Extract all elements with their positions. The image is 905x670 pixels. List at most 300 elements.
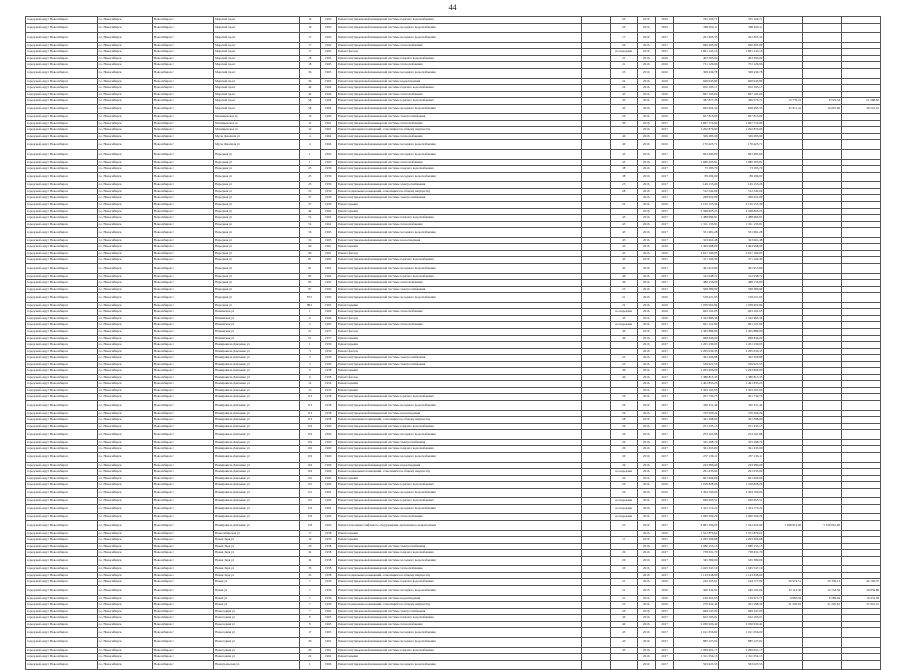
district-cell: г.о. Новосибирск	[97, 133, 152, 140]
end-year-cell: 2017	[655, 462, 673, 469]
wear-percent-cell: 21	[610, 595, 637, 602]
settlement-cell: Новосибирск г	[152, 263, 213, 273]
municipality-cell: городской округ Новосибирск	[26, 475, 98, 482]
total-cost-cell: 1 861 145,16	[674, 49, 719, 56]
table-row	[26, 628, 881, 638]
commissioning-year-cell: 1959	[320, 348, 336, 355]
house-number-cell: 44	[300, 91, 320, 98]
street-cell: Новая Заря ул	[214, 572, 300, 579]
street-cell: Немировича-Данченко ул	[214, 361, 300, 368]
work-type-cell: Ремонт внутридомовой инженерной системы холодного водоснабжения	[336, 556, 581, 566]
municipality-cell: городской округ Новосибирск	[26, 439, 98, 446]
wear-percent-cell: 40	[610, 133, 637, 140]
municipality-cell: городской округ Новосибирск	[26, 348, 98, 355]
settlement-cell: Новосибирск г	[152, 182, 213, 189]
wear-percent-cell: 20	[610, 439, 637, 446]
district-cell: г.о. Новосибирск	[97, 504, 152, 514]
district-cell: г.о. Новосибирск	[97, 368, 152, 375]
wear-percent-cell: 20	[610, 556, 637, 566]
end-year-cell: 2017	[655, 654, 673, 661]
street-cell: Немировича-Данченко ул	[214, 423, 300, 430]
owner-funds-cell: 249 103,04	[719, 586, 764, 596]
owner-funds-cell: 969 547,00	[719, 608, 764, 615]
municipality-cell: городской округ Новосибирск	[26, 133, 98, 140]
district-cell: г.о. Новосибирск	[97, 98, 152, 105]
settlement-cell: Новосибирск г	[152, 586, 213, 596]
start-year-cell: 2016	[637, 654, 655, 661]
house-number-cell: 119	[300, 430, 320, 440]
district-cell: г.о. Новосибирск	[97, 530, 152, 537]
owner-funds-cell: 371 160,39	[719, 257, 764, 264]
street-cell: Немировича-Данченко ул	[214, 417, 300, 424]
street-cell: Народная ул	[214, 159, 300, 166]
work-type-cell: Ремонт внутридомовой инженерной системы водоотведения	[336, 410, 581, 417]
district-cell: г.о. Новосибирск	[97, 556, 152, 566]
municipality-cell: городской округ Новосибирск	[26, 504, 98, 514]
street-cell: Народная ул	[214, 293, 300, 303]
end-year-cell: 2017	[655, 150, 673, 160]
owner-funds-cell: 1 039 902,84	[719, 302, 764, 309]
start-year-cell: 2016	[637, 572, 655, 579]
municipality-cell: городской округ Новосибирск	[26, 469, 98, 476]
wear-percent-cell: 20	[610, 17, 637, 24]
start-year-cell: 2016	[637, 33, 655, 43]
street-cell: Немировича-Данченко ул	[214, 488, 300, 498]
total-cost-cell: 693 191,05	[674, 309, 719, 316]
commissioning-year-cell: 1963	[320, 23, 336, 33]
commissioning-year-cell: 1963	[320, 621, 336, 628]
end-year-cell: 2017	[655, 42, 673, 49]
work-type-cell: Ремонт подвальных помещений, относящихся к общему имуществу	[336, 188, 581, 195]
commissioning-year-cell: 1963	[320, 62, 336, 69]
owner-funds-cell: 1 323 172,22	[719, 504, 764, 514]
owner-funds-cell: 403 393,00	[719, 55, 764, 62]
work-type-cell: Ремонт внутридомовой инженерной системы горячего водоснабжения	[336, 215, 581, 222]
district-cell: г.о. Новосибирск	[97, 114, 152, 121]
end-year-cell: 2017	[655, 446, 673, 453]
total-cost-cell: 1 494 998,90	[674, 244, 719, 251]
house-number-cell: 1	[300, 342, 320, 349]
municipal-funds-cell	[803, 488, 842, 498]
house-number-cell: 44	[300, 85, 320, 92]
end-year-cell: 2017	[655, 647, 673, 654]
end-year-cell: 2017	[655, 401, 673, 411]
street-cell: Немировича-Данченко ул	[214, 482, 300, 489]
owner-funds-cell: 244 177,99	[719, 579, 764, 586]
total-cost-cell: 371 160,39	[674, 257, 719, 264]
owner-funds-cell: 628 485,33	[719, 104, 764, 114]
work-type-cell: Ремонт внутридомовой инженерной системы теплоснабжения	[336, 133, 581, 140]
start-year-cell: 2016	[637, 42, 655, 49]
end-year-cell: 2017	[655, 33, 673, 43]
start-year-cell: 2016	[637, 361, 655, 368]
district-cell: г.о. Новосибирск	[97, 595, 152, 602]
total-cost-cell: 1 201 230,03	[674, 342, 719, 349]
street-cell: Морской пр-кт	[214, 85, 300, 92]
wear-percent-cell: по переданн	[610, 49, 637, 56]
street-cell: Морской пр-кт	[214, 98, 300, 105]
total-cost-cell: 940 065,51	[674, 498, 719, 505]
other-funds-cell	[842, 430, 881, 440]
house-number-cell: 119	[300, 423, 320, 430]
commissioning-year-cell: 1960	[320, 309, 336, 316]
end-year-cell: 2016	[655, 133, 673, 140]
district-cell: г.о. Новосибирск	[97, 322, 152, 329]
district-cell: г.о. Новосибирск	[97, 221, 152, 228]
start-year-cell: 2016	[637, 62, 655, 69]
total-cost-cell: 312 948,72	[674, 273, 719, 280]
district-cell: г.о. Новосибирск	[97, 85, 152, 92]
district-cell: г.о. Новосибирск	[97, 237, 152, 244]
house-number-cell: 35	[300, 566, 320, 573]
settlement-cell: Новосибирск г	[152, 23, 213, 33]
total-cost-cell: 387 877,33	[674, 98, 719, 105]
settlement-cell: Новосибирск г	[152, 49, 213, 56]
commissioning-year-cell: 1954	[320, 381, 336, 388]
total-cost-cell: 1 311 133,81	[674, 221, 719, 228]
end-year-cell: 2017	[655, 475, 673, 482]
start-year-cell: 2016	[637, 381, 655, 388]
street-cell: Немировича-Данченко ул	[214, 520, 300, 530]
street-cell: Народная ул	[214, 208, 300, 215]
regional-funds-cell	[764, 628, 803, 638]
start-year-cell: 2016	[637, 309, 655, 316]
start-year-cell: 2016	[637, 257, 655, 264]
municipality-cell: городской округ Новосибирск	[26, 452, 98, 462]
work-type-cell: Ремонт внутридомовой инженерной системы горячего водоснабжения	[336, 498, 581, 505]
regional-funds-cell: 12 779,31	[764, 98, 803, 105]
start-year-cell: 2016	[637, 133, 655, 140]
end-year-cell: 2017	[655, 221, 673, 228]
work-type-cell: Ремонт внутридомовой инженерной системы холодного водоснабжения	[336, 637, 581, 647]
regional-funds-cell: 22 116,30	[764, 586, 803, 596]
settlement-cell: Новосибирск г	[152, 202, 213, 209]
end-year-cell: 2016	[655, 23, 673, 33]
municipality-cell: городской округ Новосибирск	[26, 342, 98, 349]
street-cell: Немировича-Данченко ул	[214, 469, 300, 476]
district-cell: г.о. Новосибирск	[97, 439, 152, 446]
settlement-cell: Новосибирск г	[152, 361, 213, 368]
unit-cell	[582, 556, 611, 566]
work-type-cell: Ремонт внутридомовой инженерной системы горячего водоснабжения	[336, 615, 581, 622]
commissioning-year-cell: 1960	[320, 446, 336, 453]
owner-funds-cell: 323 661,48	[719, 237, 764, 244]
house-number-cell: 17	[300, 42, 320, 49]
commissioning-year-cell: 1960	[320, 439, 336, 446]
street-cell: Немировича-Данченко ул	[214, 394, 300, 401]
house-number-cell: 3	[300, 348, 320, 355]
commissioning-year-cell: 1962	[320, 514, 336, 521]
municipality-cell: городской округ Новосибирск	[26, 381, 98, 388]
street-cell: Народная ул	[214, 202, 300, 209]
total-cost-cell: 1 045 547,10	[674, 566, 719, 573]
page-number: 44	[448, 3, 457, 12]
total-cost-cell: 765 160,71	[674, 17, 719, 24]
settlement-cell: Новосибирск г	[152, 221, 213, 228]
end-year-cell: 2017	[655, 257, 673, 264]
district-cell: г.о. Новосибирск	[97, 166, 152, 173]
wear-percent-cell: по переданн	[610, 504, 637, 514]
end-year-cell: 2017	[655, 423, 673, 430]
end-year-cell: 2017	[655, 381, 673, 388]
other-funds-cell	[842, 628, 881, 638]
district-cell: г.о. Новосибирск	[97, 579, 152, 586]
start-year-cell: 2016	[637, 328, 655, 335]
end-year-cell: 2016	[655, 579, 673, 586]
house-number-cell: 22	[300, 654, 320, 661]
regional-funds-cell	[764, 660, 803, 670]
district-cell: г.о. Новосибирск	[97, 572, 152, 579]
house-number-cell: 8	[300, 621, 320, 628]
end-year-cell: 2017	[655, 417, 673, 424]
work-type-cell: Ремонт фасада	[336, 315, 581, 322]
settlement-cell: Новосибирск г	[152, 159, 213, 166]
work-type-cell: Ремонт внутридомовой инженерной системы электроснабжения	[336, 182, 581, 189]
owner-funds-cell: 366 576,71	[719, 98, 764, 105]
commissioning-year-cell: 1963	[320, 68, 336, 78]
street-cell: Мочищенское ш	[214, 127, 300, 134]
house-number-cell: 19	[300, 537, 320, 544]
work-type-cell: Ремонт крыши	[336, 202, 581, 209]
house-number-cell: 18	[300, 55, 320, 62]
municipal-funds-cell: 21 205,81	[803, 602, 842, 609]
municipality-cell: городской округ Новосибирск	[26, 430, 98, 440]
regional-funds-cell	[764, 430, 803, 440]
table-row	[26, 637, 881, 647]
settlement-cell: Новосибирск г	[152, 660, 213, 670]
street-cell: Народная ул	[214, 273, 300, 280]
owner-funds-cell: 601 121,99	[719, 322, 764, 329]
wear-percent-cell: 38	[610, 172, 637, 182]
district-cell: г.о. Новосибирск	[97, 647, 152, 654]
start-year-cell: 2016	[637, 608, 655, 615]
municipality-cell: городской округ Новосибирск	[26, 17, 98, 24]
settlement-cell: Новосибирск г	[152, 628, 213, 638]
other-funds-cell	[842, 68, 881, 78]
owner-funds-cell: 345 380,00	[719, 556, 764, 566]
settlement-cell: Новосибирск г	[152, 550, 213, 557]
district-cell: г.о. Новосибирск	[97, 602, 152, 609]
work-type-cell: Ремонт внутридомовой инженерной системы горячего водоснабжения	[336, 446, 581, 453]
house-number-cell: 56	[300, 228, 320, 238]
commissioning-year-cell: 1957	[320, 328, 336, 335]
start-year-cell: 2016	[637, 85, 655, 92]
wear-percent-cell: 21	[610, 586, 637, 596]
start-year-cell: 2016	[637, 237, 655, 244]
start-year-cell: 2016	[637, 322, 655, 329]
total-cost-cell: 1 611 056,00	[674, 628, 719, 638]
house-number-cell: 7	[300, 586, 320, 596]
settlement-cell: Новосибирск г	[152, 188, 213, 195]
wear-percent-cell: 17	[610, 33, 637, 43]
settlement-cell: Новосибирск г	[152, 237, 213, 244]
street-cell: Немировича-Данченко ул	[214, 368, 300, 375]
street-cell: Немировича-Данченко ул	[214, 452, 300, 462]
end-year-cell: 2017	[655, 637, 673, 647]
owner-funds-cell: 960 495,00	[719, 42, 764, 49]
commissioning-year-cell: 1964	[320, 98, 336, 105]
other-funds-cell	[842, 401, 881, 411]
work-type-cell: Ремонт внутридомовой инженерной системы холодного водоснабжения	[336, 401, 581, 411]
district-cell: г.о. Новосибирск	[97, 273, 152, 280]
work-type-cell: Ремонт фасада	[336, 328, 581, 335]
street-cell: Немировича-Данченко ул	[214, 430, 300, 440]
work-type-cell: Ремонт внутридомовой инженерной системы электроснабжения	[336, 543, 581, 550]
owner-funds-cell: 308 436,78	[719, 68, 764, 78]
wear-percent-cell: 45	[610, 221, 637, 228]
street-cell: Народная ул	[214, 172, 300, 182]
total-cost-cell: 254 161,88	[674, 430, 719, 440]
end-year-cell: 2017	[655, 127, 673, 134]
wear-percent-cell: 45	[610, 150, 637, 160]
end-year-cell: 2016	[655, 250, 673, 257]
municipality-cell: городской округ Новосибирск	[26, 537, 98, 544]
commissioning-year-cell: 1960	[320, 452, 336, 462]
municipal-funds-cell	[803, 150, 842, 160]
start-year-cell: 2016	[637, 342, 655, 349]
house-number-cell: 36	[300, 78, 320, 85]
municipality-cell: городской округ Новосибирск	[26, 42, 98, 49]
work-type-cell: Ремонт внутридомовой инженерной системы водоотведения	[336, 237, 581, 244]
total-cost-cell: 1 401 833,25	[674, 381, 719, 388]
wear-percent-cell: 46	[610, 621, 637, 628]
total-cost-cell: 329 283,90	[674, 133, 719, 140]
end-year-cell: 2016	[655, 309, 673, 316]
settlement-cell: Новосибирск г	[152, 401, 213, 411]
commissioning-year-cell: 1958	[320, 543, 336, 550]
house-number-cell: 58	[300, 98, 320, 105]
street-cell: Новая ул	[214, 579, 300, 586]
total-cost-cell: 2 096 569,29	[674, 514, 719, 521]
house-number-cell: 16	[300, 17, 320, 24]
start-year-cell: 2016	[637, 417, 655, 424]
owner-funds-cell: 308 920,11	[719, 23, 764, 33]
work-type-cell: Ремонт внутридомовой инженерной системы горячего водоснабжения	[336, 257, 581, 264]
commissioning-year-cell: 1960	[320, 361, 336, 368]
end-year-cell: 2017	[655, 394, 673, 401]
work-type-cell: Ремонт внутридомовой инженерной системы холодного водоснабжения	[336, 660, 581, 670]
district-cell: г.о. Новосибирск	[97, 498, 152, 505]
end-year-cell: 2016	[655, 244, 673, 251]
street-cell: Немировича-Данченко ул	[214, 401, 300, 411]
total-cost-cell: 345 380,00	[674, 556, 719, 566]
municipality-cell: городской округ Новосибирск	[26, 302, 98, 309]
settlement-cell: Новосибирск г	[152, 195, 213, 202]
start-year-cell: 2016	[637, 315, 655, 322]
end-year-cell: 2017	[655, 322, 673, 329]
owner-funds-cell: 1 143 638,00	[719, 572, 764, 579]
settlement-cell: Новосибирск г	[152, 520, 213, 530]
district-cell: г.о. Новосибирск	[97, 621, 152, 628]
municipality-cell: городской округ Новосибирск	[26, 55, 98, 62]
house-number-cell: 133	[300, 504, 320, 514]
owner-funds-cell: 512 542,09	[719, 188, 764, 195]
work-type-cell: Ремонт внутридомовой инженерной системы холодного водоснабжения	[336, 104, 581, 114]
commissioning-year-cell: 1963	[320, 615, 336, 622]
wear-percent-cell	[610, 660, 637, 670]
other-funds-cell	[842, 520, 881, 530]
settlement-cell: Новосибирск г	[152, 17, 213, 24]
end-year-cell: 2016	[655, 302, 673, 309]
municipality-cell: городской округ Новосибирск	[26, 120, 98, 127]
total-cost-cell: 170 425,71	[674, 140, 719, 150]
work-type-cell: Ремонт подвальных помещений, относящихся к общему имуществу	[336, 572, 581, 579]
work-type-cell: Ремонт или замена лифтового оборудования, признанного непригодным	[336, 520, 581, 530]
total-cost-cell: 461 913,80	[674, 263, 719, 273]
owner-funds-cell: 1 018 828,26	[719, 482, 764, 489]
municipality-cell: городской округ Новосибирск	[26, 98, 98, 105]
other-funds-cell	[842, 228, 881, 238]
settlement-cell: Новосибирск г	[152, 504, 213, 514]
street-cell: Немировича-Данченко ул	[214, 446, 300, 453]
commissioning-year-cell: 1964	[320, 140, 336, 150]
district-cell: г.о. Новосибирск	[97, 374, 152, 381]
street-cell: Новая ул	[214, 602, 300, 609]
regional-funds-cell	[764, 293, 803, 303]
district-cell: г.о. Новосибирск	[97, 172, 152, 182]
total-cost-cell: 1 551 870,61	[674, 530, 719, 537]
start-year-cell: 2016	[637, 475, 655, 482]
settlement-cell: Новосибирск г	[152, 114, 213, 121]
start-year-cell: 2016	[637, 452, 655, 462]
street-cell: Немировича-Данченко ул	[214, 514, 300, 521]
district-cell: г.о. Новосибирск	[97, 637, 152, 647]
settlement-cell: Новосибирск г	[152, 55, 213, 62]
municipality-cell: городской округ Новосибирск	[26, 615, 98, 622]
commissioning-year-cell: 1962	[320, 49, 336, 56]
street-cell: Мочищенское ш	[214, 114, 300, 121]
owner-funds-cell: 601 009,00	[719, 475, 764, 482]
owner-funds-cell: 1 401 833,25	[719, 381, 764, 388]
wear-percent-cell: 40	[610, 335, 637, 342]
table-row	[26, 68, 881, 78]
municipality-cell: городской округ Новосибирск	[26, 215, 98, 222]
commissioning-year-cell: 1964	[320, 91, 336, 98]
wear-percent-cell: 25	[610, 355, 637, 362]
district-cell: г.о. Новосибирск	[97, 150, 152, 160]
wear-percent-cell: 20	[610, 446, 637, 453]
municipality-cell: городской округ Новосибирск	[26, 550, 98, 557]
municipality-cell: городской округ Новосибирск	[26, 572, 98, 579]
settlement-cell: Новосибирск г	[152, 228, 213, 238]
total-cost-cell: 73 185,79	[674, 166, 719, 173]
start-year-cell: 2016	[637, 172, 655, 182]
commissioning-year-cell: 1959	[320, 188, 336, 195]
owner-funds-cell: 1 305 889,00	[719, 328, 764, 335]
regional-funds-cell	[764, 172, 803, 182]
district-cell: г.о. Новосибирск	[97, 293, 152, 303]
wear-percent-cell: 28	[610, 417, 637, 424]
end-year-cell: 2017	[655, 215, 673, 222]
district-cell: г.о. Новосибирск	[97, 401, 152, 411]
wear-percent-cell: 43	[610, 263, 637, 273]
commissioning-year-cell: 1958	[320, 550, 336, 557]
work-type-cell: Ремонт крыши	[336, 381, 581, 388]
commissioning-year-cell: 1964	[320, 85, 336, 92]
owner-funds-cell: 1 897 719,90	[719, 120, 764, 127]
house-number-cell: 17	[300, 530, 320, 537]
end-year-cell: 2017	[655, 208, 673, 215]
wear-percent-cell: 20	[610, 482, 637, 489]
owner-funds-cell: 593 023,53	[719, 660, 764, 670]
settlement-cell: Новосибирск г	[152, 348, 213, 355]
unit-cell	[582, 23, 611, 33]
wear-percent-cell: 20	[610, 423, 637, 430]
wear-percent-cell: 50	[610, 394, 637, 401]
house-number-cell: 36	[300, 68, 320, 78]
end-year-cell: 2017	[655, 452, 673, 462]
street-cell: Морской пр-кт	[214, 68, 300, 78]
